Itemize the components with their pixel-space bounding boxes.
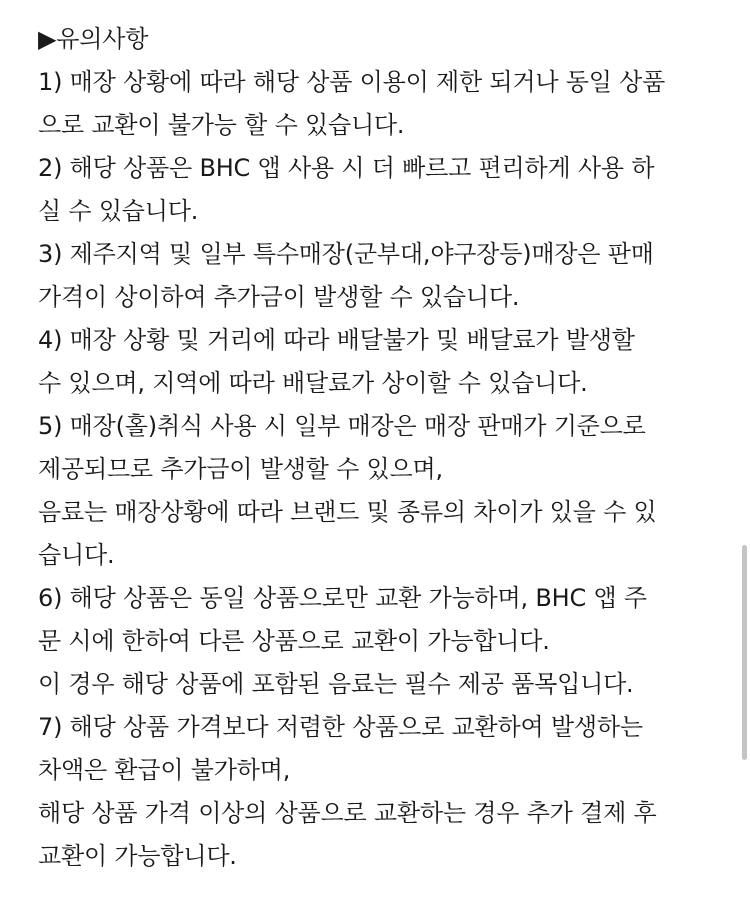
notice-line: 문 시에 한하여 다른 상품으로 교환이 가능합니다. <box>38 627 550 655</box>
notice-line: 실 수 있습니다. <box>38 197 199 225</box>
notice-line: 1) 매장 상황에 따라 해당 상품 이용이 제한 되거나 동일 상품 <box>38 68 666 96</box>
notice-line: 5) 매장(홀)취식 사용 시 일부 매장은 매장 판매가 기준으로 <box>38 412 646 440</box>
notice-line: 가격이 상이하여 추가금이 발생할 수 있습니다. <box>38 283 520 311</box>
notice-line: 이 경우 해당 상품에 포함된 음료는 필수 제공 품목입니다. <box>38 670 634 698</box>
notice-section <box>38 18 728 878</box>
notice-line: 음료는 매장상황에 따라 브랜드 및 종류의 차이가 있을 수 있 <box>38 498 657 526</box>
notice-line: 제공되므로 추가금이 발생할 수 있으며, <box>38 455 443 483</box>
notice-line: 2) 해당 상품은 BHC 앱 사용 시 더 빠르고 편리하게 사용 하 <box>38 154 655 182</box>
scrollbar-thumb[interactable] <box>742 545 747 760</box>
notice-title: ▶유의사항 <box>38 25 149 53</box>
notice-line: 해당 상품 가격 이상의 상품으로 교환하는 경우 추가 결제 후 <box>38 799 657 827</box>
notice-line: 차액은 환급이 불가하며, <box>38 756 291 784</box>
notice-line: 교환이 가능합니다. <box>38 842 237 870</box>
notice-line: 수 있으며, 지역에 따라 배달료가 상이할 수 있습니다. <box>38 369 588 397</box>
notice-line: 습니다. <box>38 541 115 569</box>
notice-line: 6) 해당 상품은 동일 상품으로만 교환 가능하며, BHC 앱 주 <box>38 584 647 612</box>
notice-line: 으로 교환이 불가능 할 수 있습니다. <box>38 111 405 139</box>
notice-line: 4) 매장 상황 및 거리에 따라 배달불가 및 배달료가 발생할 <box>38 326 635 354</box>
notice-line: 3) 제주지역 및 일부 특수매장(군부대,야구장등)매장은 판매 <box>38 240 654 268</box>
notice-line: 7) 해당 상품 가격보다 저렴한 상품으로 교환하여 발생하는 <box>38 713 643 741</box>
